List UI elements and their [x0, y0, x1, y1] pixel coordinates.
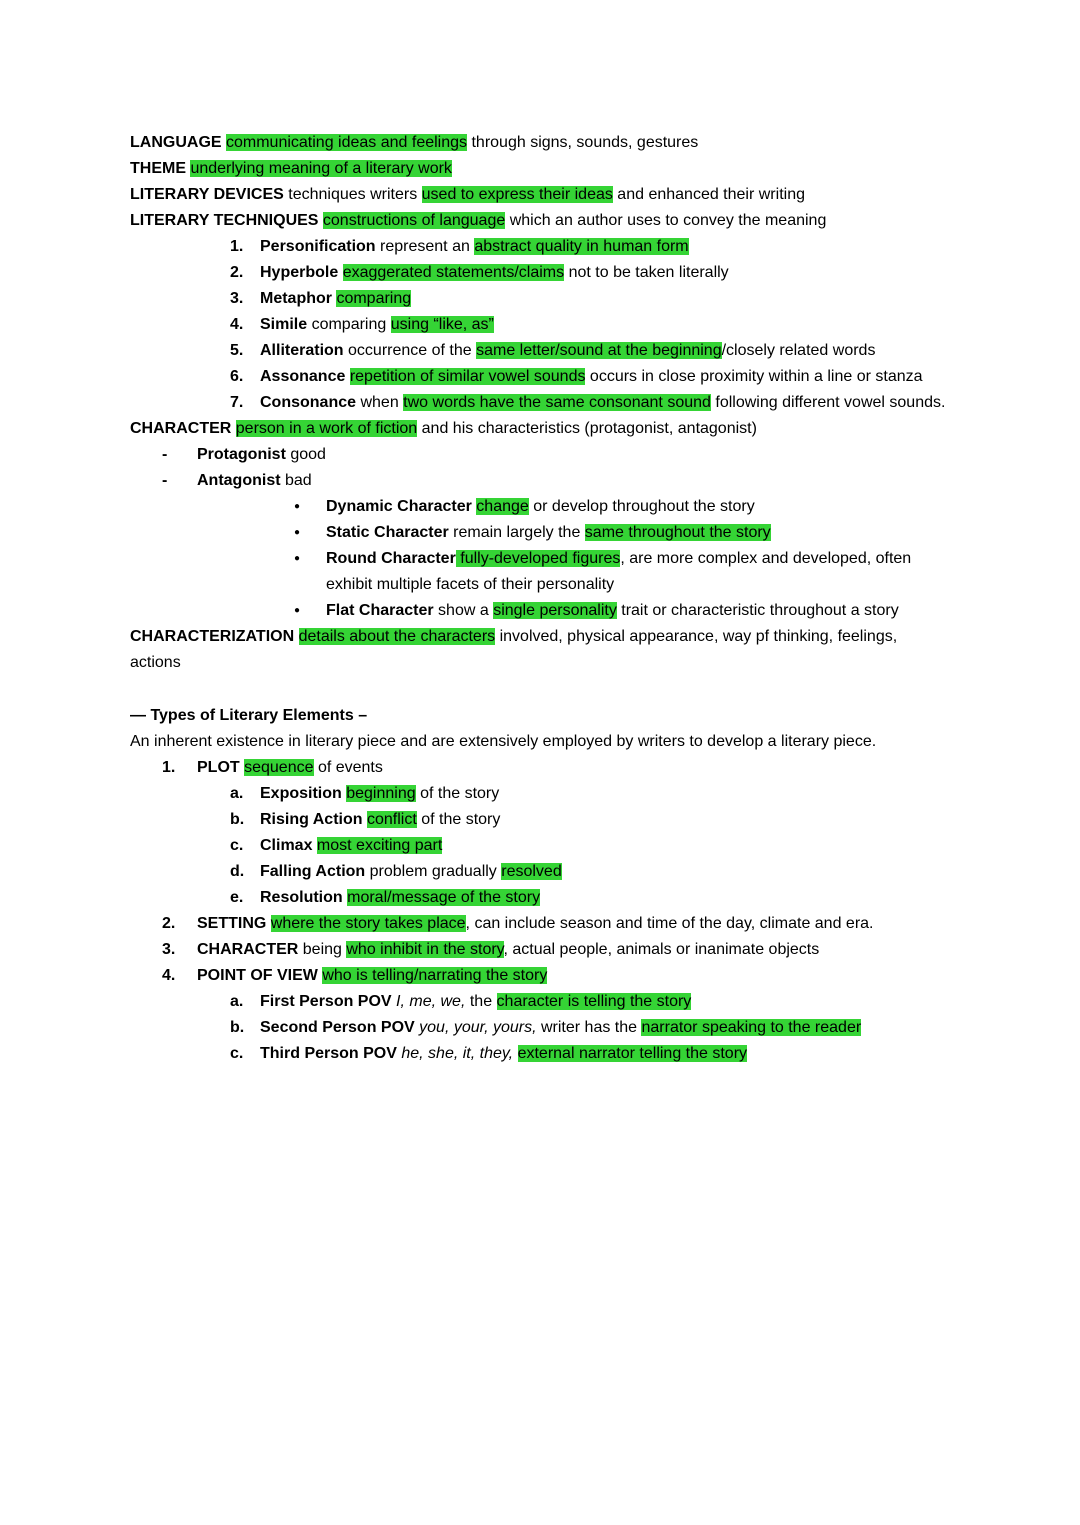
- list-marker: 3.: [230, 290, 244, 307]
- term-text: Metaphor: [260, 290, 337, 307]
- highlighted-text: same letter/sound at the beginning: [476, 342, 722, 359]
- text-segment: I, me, we,: [396, 993, 466, 1010]
- highlighted-text: used to express their ideas: [421, 186, 613, 203]
- highlighted-text: narrator speaking to the reader: [641, 1019, 862, 1036]
- highlighted-text: single personality: [493, 602, 617, 619]
- highlighted-text: where the story takes place: [270, 915, 466, 932]
- doc-line: [130, 442, 952, 468]
- doc-line: [130, 885, 952, 911]
- text-segment: not to be taken literally: [564, 264, 729, 281]
- list-marker: 4.: [230, 316, 244, 333]
- highlighted-text: sequence: [244, 759, 314, 776]
- term-text: Third Person POV: [260, 1045, 402, 1062]
- term-text: Resolution: [260, 889, 348, 906]
- term-text: LANGUAGE: [130, 134, 226, 151]
- term-text: Rising Action: [260, 811, 367, 828]
- term-text: Static Character: [326, 524, 454, 541]
- term-text: CHARACTERIZATION: [130, 628, 299, 645]
- text-segment: good: [290, 446, 326, 463]
- highlighted-text: moral/message of the story: [347, 889, 541, 906]
- doc-line: [130, 624, 952, 676]
- doc-line: [130, 937, 952, 963]
- doc-line: [130, 546, 952, 598]
- text-segment: the: [465, 993, 497, 1010]
- highlighted-text: person in a work of fiction: [235, 420, 418, 437]
- text-segment: which an author uses to convey the meaning: [505, 212, 827, 229]
- term-text: PLOT: [197, 759, 245, 776]
- text-segment: following different vowel sounds.: [710, 394, 946, 411]
- list-marker: b.: [230, 1019, 245, 1036]
- list-marker: e.: [230, 889, 244, 906]
- doc-line: [130, 416, 952, 442]
- text-segment: you, your, yours,: [419, 1019, 537, 1036]
- text-segment: he, she, it, they,: [401, 1045, 514, 1062]
- highlighted-text: same throughout the story: [584, 524, 771, 541]
- term-text: Second Person POV: [260, 1019, 420, 1036]
- highlighted-text: resolved: [501, 863, 562, 880]
- doc-line: [130, 286, 952, 312]
- doc-line: [130, 494, 952, 520]
- text-segment: bad: [285, 472, 312, 489]
- doc-line: [130, 807, 952, 833]
- list-marker: 6.: [230, 368, 244, 385]
- list-marker: 7.: [230, 394, 244, 411]
- highlighted-text: two words have the same consonant sound: [403, 394, 711, 411]
- term-text: Climax: [260, 837, 317, 854]
- doc-line: [130, 312, 952, 338]
- highlighted-text: constructions of language: [322, 212, 506, 229]
- term-text: Exposition: [260, 785, 347, 802]
- highlighted-text: most exciting part: [316, 837, 443, 854]
- highlighted-text: change: [476, 498, 529, 515]
- term-text: LITERARY DEVICES: [130, 186, 289, 203]
- text-segment: , actual people, animals or inanimate objects: [503, 941, 820, 958]
- list-marker: 1.: [230, 238, 244, 255]
- doc-line: [130, 364, 952, 390]
- highlighted-text: external narrator telling the story: [517, 1045, 748, 1062]
- doc-line: [130, 859, 952, 885]
- highlighted-text: who inhibit in the story: [346, 941, 504, 958]
- text-segment: of the story: [416, 811, 501, 828]
- doc-line: [130, 130, 952, 156]
- bullet-icon: ●: [294, 605, 301, 616]
- text-segment: show a: [438, 602, 494, 619]
- doc-line: [130, 390, 952, 416]
- term-text: Personification: [260, 238, 381, 255]
- document-lines: [130, 130, 952, 1067]
- highlighted-text: abstract quality in human form: [474, 238, 689, 255]
- term-text: First Person POV: [260, 993, 397, 1010]
- list-marker: 3.: [162, 941, 176, 958]
- doc-line: [130, 156, 952, 182]
- bullet-icon: ●: [294, 501, 301, 512]
- doc-line: [130, 598, 952, 624]
- text-segment: represent an: [380, 238, 475, 255]
- doc-line: [130, 989, 952, 1015]
- text-segment: problem gradually: [369, 863, 502, 880]
- text-segment: /closely related words: [721, 342, 876, 359]
- doc-line: [130, 729, 952, 755]
- doc-line: [130, 260, 952, 286]
- term-text: Protagonist: [197, 446, 291, 463]
- list-marker: 2.: [162, 915, 176, 932]
- term-text: Falling Action: [260, 863, 370, 880]
- doc-line: [130, 1015, 952, 1041]
- term-text: Hyperbole: [260, 264, 343, 281]
- highlighted-text: details about the characters: [298, 628, 496, 645]
- bullet-icon: ●: [294, 527, 301, 538]
- term-text: Antagonist: [197, 472, 285, 489]
- text-segment: through signs, sounds, gestures: [467, 134, 699, 151]
- text-segment: , can include season and time of the day, climate and era.: [465, 915, 874, 932]
- highlighted-text: repetition of similar vowel sounds: [349, 368, 586, 385]
- term-text: SETTING: [197, 915, 271, 932]
- text-segment: occurs in close proximity within a line or stanza: [585, 368, 923, 385]
- list-marker: b.: [230, 811, 245, 828]
- text-segment: of the story: [415, 785, 500, 802]
- list-marker: a.: [230, 785, 244, 802]
- highlighted-text: conflict: [366, 811, 417, 828]
- highlighted-text: character is telling the story: [496, 993, 692, 1010]
- text-segment: writer has the: [536, 1019, 642, 1036]
- text-segment: when: [360, 394, 404, 411]
- text-segment: remain largely the: [453, 524, 585, 541]
- term-text: Assonance: [260, 368, 350, 385]
- blank-line: [130, 676, 952, 703]
- doc-line: [130, 520, 952, 546]
- bullet-icon: ●: [294, 553, 301, 564]
- list-marker: 4.: [162, 967, 176, 984]
- list-marker: 1.: [162, 759, 176, 776]
- text-segment: [513, 1045, 517, 1062]
- doc-line: [130, 1041, 952, 1067]
- text-segment: being: [302, 941, 347, 958]
- term-text: — Types of Literary Elements –: [130, 707, 368, 724]
- text-segment: An inherent existence in literary piece and are extensively employed by writers to develop a literary piece.: [130, 733, 877, 750]
- list-marker: c.: [230, 1045, 244, 1062]
- text-segment: involved, physical appearance, way pf thinking, feelings, actions: [130, 628, 898, 671]
- doc-line: [130, 963, 952, 989]
- list-marker: -: [162, 472, 168, 489]
- highlighted-text: fully-developed figures: [455, 550, 621, 567]
- doc-line: [130, 911, 952, 937]
- doc-line: [130, 234, 952, 260]
- term-text: Flat Character: [326, 602, 439, 619]
- term-text: Round Character: [326, 550, 456, 567]
- list-marker: 5.: [230, 342, 244, 359]
- highlighted-text: who is telling/narrating the story: [322, 967, 548, 984]
- highlighted-text: underlying meaning of a literary work: [190, 160, 452, 177]
- text-segment: , are more complex and developed, often exhibit multiple facets of their personality: [326, 550, 912, 593]
- highlighted-text: using “like, as”: [390, 316, 494, 333]
- doc-line: [130, 208, 952, 234]
- term-text: Consonance: [260, 394, 361, 411]
- list-marker: a.: [230, 993, 244, 1010]
- doc-line: [130, 182, 952, 208]
- highlighted-text: comparing: [336, 290, 412, 307]
- text-segment: occurrence of the: [348, 342, 477, 359]
- term-text: CHARACTER: [197, 941, 303, 958]
- text-segment: and enhanced their writing: [612, 186, 805, 203]
- highlighted-text: exaggerated statements/claims: [342, 264, 565, 281]
- term-text: Alliteration: [260, 342, 349, 359]
- list-marker: c.: [230, 837, 244, 854]
- term-text: CHARACTER: [130, 420, 236, 437]
- highlighted-text: beginning: [346, 785, 416, 802]
- term-text: LITERARY TECHNIQUES: [130, 212, 323, 229]
- text-segment: of events: [313, 759, 383, 776]
- text-segment: trait or characteristic throughout a story: [616, 602, 899, 619]
- term-text: Dynamic Character: [326, 498, 477, 515]
- highlighted-text: communicating ideas and feelings: [226, 134, 468, 151]
- term-text: THEME: [130, 160, 191, 177]
- doc-line: [130, 703, 952, 729]
- doc-line: [130, 755, 952, 781]
- text-segment: comparing: [311, 316, 391, 333]
- doc-line: [130, 781, 952, 807]
- list-marker: 2.: [230, 264, 244, 281]
- doc-line: [130, 833, 952, 859]
- text-segment: and his characteristics (protagonist, antagonist): [417, 420, 757, 437]
- list-marker: -: [162, 446, 168, 463]
- doc-line: [130, 338, 952, 364]
- term-text: POINT OF VIEW: [197, 967, 323, 984]
- doc-line: [130, 468, 952, 494]
- term-text: Simile: [260, 316, 312, 333]
- text-segment: techniques writers: [288, 186, 422, 203]
- list-marker: d.: [230, 863, 245, 880]
- text-segment: or develop throughout the story: [528, 498, 755, 515]
